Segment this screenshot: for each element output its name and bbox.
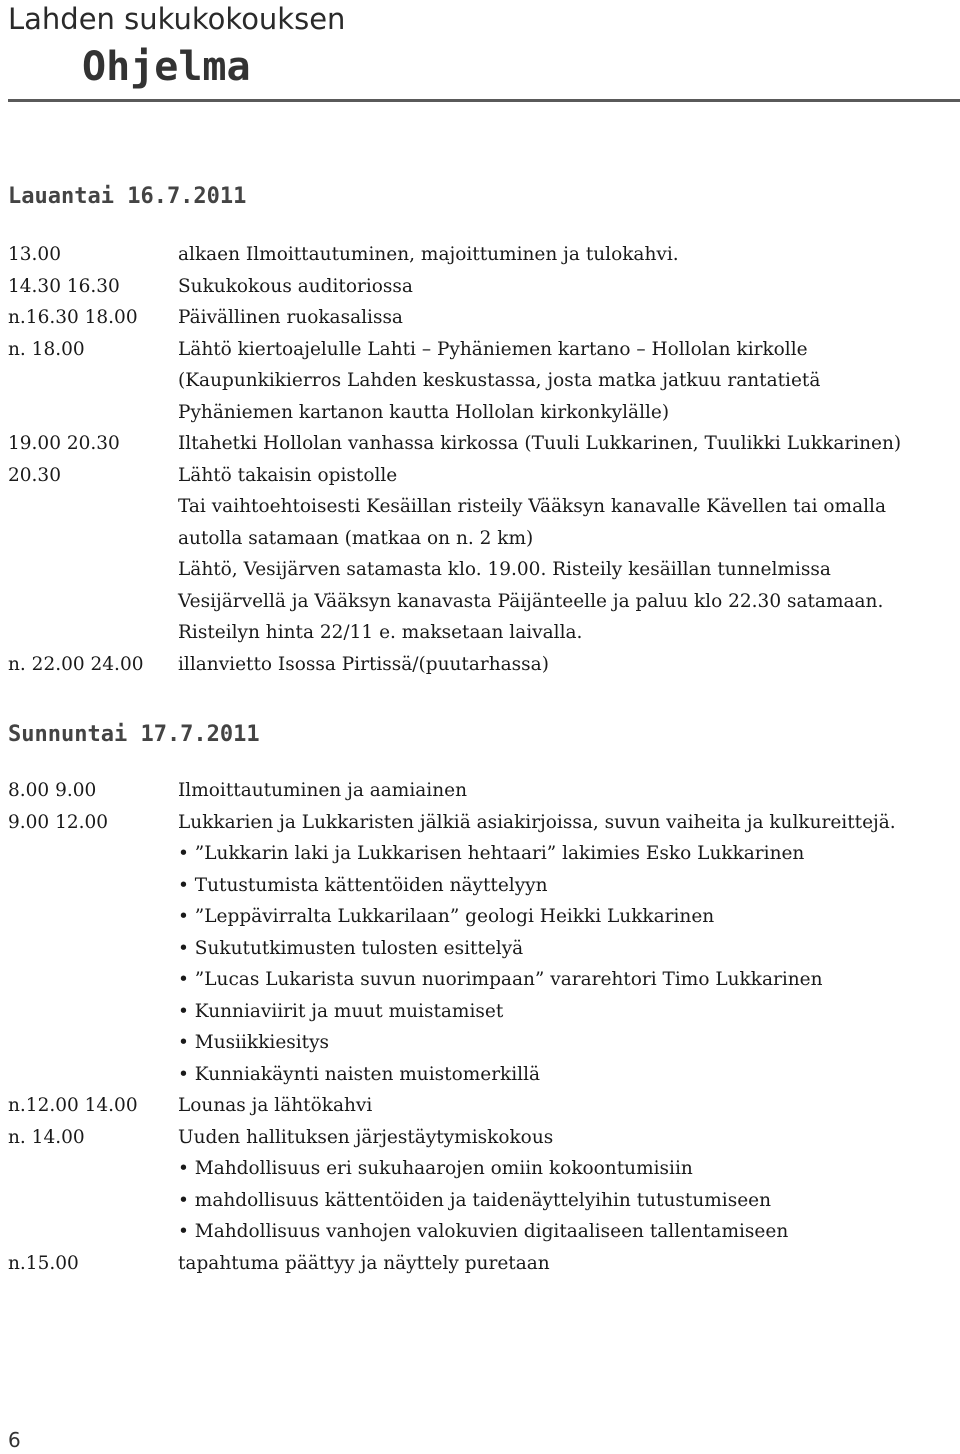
bullet-item: • Musiikkiesitys bbox=[178, 1032, 330, 1053]
day-heading-sunday: Sunnuntai 17.7.2011 bbox=[8, 722, 260, 747]
description-line: Lähtö, Vesijärven satamasta klo. 19.00. Risteily kesäillan tunnelmissa bbox=[178, 559, 831, 580]
bullet-item: • ”Lucas Lukarista suvun nuorimpaan” vararehtori Timo Lukkarinen bbox=[178, 969, 823, 990]
schedule-row bbox=[8, 271, 960, 303]
schedule-description bbox=[178, 239, 960, 271]
schedule-description bbox=[178, 334, 960, 429]
schedule-description bbox=[178, 271, 960, 303]
schedule-row bbox=[8, 775, 960, 807]
description-line: Lähtö kiertoajelulle Lahti – Pyhäniemen kartano – Hollolan kirkolle bbox=[178, 338, 808, 360]
schedule-time: n. 18.00 bbox=[8, 338, 85, 360]
schedule-time: n.15.00 bbox=[8, 1252, 79, 1274]
bullet-list bbox=[178, 1153, 960, 1248]
description-line: Pyhäniemen kartanon kautta Hollolan kirkonkylälle) bbox=[178, 401, 670, 423]
description-line: alkaen Ilmoittautuminen, majoittuminen ja tulokahvi. bbox=[178, 244, 679, 265]
bullet-item: • Mahdollisuus eri sukuhaarojen omiin kokoontumisiin bbox=[178, 1158, 693, 1179]
description-line: Sukukokous auditoriossa bbox=[178, 275, 413, 297]
schedule-description bbox=[178, 428, 960, 460]
description-line: Uuden hallituksen järjestäytymiskokous bbox=[178, 1126, 554, 1148]
schedule-time: n.12.00 14.00 bbox=[8, 1095, 138, 1116]
description-line: Ilmoittautuminen ja aamiainen bbox=[178, 780, 467, 801]
description-line: autolla satamaan (matkaa on n. 2 km) bbox=[178, 527, 534, 549]
schedule-time: n.16.30 18.00 bbox=[8, 307, 138, 328]
sunday-schedule bbox=[8, 775, 960, 1279]
title-divider bbox=[8, 99, 960, 102]
schedule-time: 9.00 12.00 bbox=[8, 811, 109, 833]
schedule-time: 8.00 9.00 bbox=[8, 780, 97, 801]
schedule-description bbox=[178, 775, 960, 807]
saturday-schedule bbox=[8, 239, 960, 680]
schedule-time: 13.00 bbox=[8, 244, 61, 265]
bullet-item: • ”Lukkarin laki ja Lukkarisen hehtaari” lakimies Esko Lukkarinen bbox=[178, 843, 805, 864]
schedule-row bbox=[8, 460, 960, 649]
description-line: Lounas ja lähtökahvi bbox=[178, 1095, 373, 1116]
bullet-item: • mahdollisuus kättentöiden ja taidenäyttelyihin tutustumiseen bbox=[178, 1189, 772, 1211]
schedule-row bbox=[8, 239, 960, 271]
schedule-time: 19.00 20.30 bbox=[8, 433, 120, 454]
schedule-row bbox=[8, 428, 960, 460]
schedule-row bbox=[8, 649, 960, 681]
document-supertitle: Lahden sukukokouksen bbox=[8, 2, 346, 36]
schedule-description bbox=[178, 649, 960, 681]
bullet-item: • ”Leppävirralta Lukkarilaan” geologi Heikki Lukkarinen bbox=[178, 906, 715, 927]
schedule-row bbox=[8, 1248, 960, 1280]
schedule-time: n. 14.00 bbox=[8, 1126, 85, 1148]
schedule-row bbox=[8, 302, 960, 334]
description-line: Vesijärvellä ja Vääksyn kanavasta Päijänteelle ja paluu klo 22.30 satamaan. bbox=[178, 590, 884, 612]
schedule-description bbox=[178, 1090, 960, 1122]
bullet-item: • Kunniakäynti naisten muistomerkillä bbox=[178, 1063, 541, 1085]
schedule-time: 14.30 16.30 bbox=[8, 275, 120, 297]
schedule-row bbox=[8, 1090, 960, 1122]
schedule-description bbox=[178, 302, 960, 334]
schedule-time: 20.30 bbox=[8, 464, 61, 486]
description-line: Lähtö takaisin opistolle bbox=[178, 464, 398, 486]
schedule-description bbox=[178, 1122, 960, 1248]
schedule-row bbox=[8, 807, 960, 1091]
description-line: Risteilyn hinta 22/11 e. maksetaan laivalla. bbox=[178, 622, 583, 643]
bullet-list bbox=[178, 838, 960, 1090]
day-heading-saturday: Lauantai 16.7.2011 bbox=[8, 184, 247, 209]
bullet-item: • Mahdollisuus vanhojen valokuvien digitaaliseen tallentamiseen bbox=[178, 1221, 789, 1242]
description-line: tapahtuma päättyy ja näyttely puretaan bbox=[178, 1252, 550, 1274]
page-number: 6 bbox=[8, 1428, 21, 1452]
schedule-description bbox=[178, 460, 960, 649]
description-line: Tai vaihtoehtoisesti Kesäillan risteily Vääksyn kanavalle Kävellen tai omalla bbox=[178, 496, 886, 517]
description-line: (Kaupunkikierros Lahden keskustassa, josta matka jatkuu rantatietä bbox=[178, 370, 821, 391]
description-line: Päivällinen ruokasalissa bbox=[178, 307, 403, 328]
schedule-description bbox=[178, 807, 960, 1091]
description-line: Iltahetki Hollolan vanhassa kirkossa (Tuuli Lukkarinen, Tuulikki Lukkarinen) bbox=[178, 433, 902, 454]
schedule-time: n. 22.00 24.00 bbox=[8, 653, 144, 675]
document-title: Ohjelma bbox=[82, 44, 251, 90]
description-line: illanvietto Isossa Pirtissä/(puutarhassa) bbox=[178, 653, 549, 675]
bullet-item: • Kunniaviirit ja muut muistamiset bbox=[178, 1000, 504, 1022]
bullet-item: • Tutustumista kättentöiden näyttelyyn bbox=[178, 874, 548, 896]
schedule-description bbox=[178, 1248, 960, 1280]
schedule-row bbox=[8, 1122, 960, 1248]
description-line: Lukkarien ja Lukkaristen jälkiä asiakirjoissa, suvun vaiheita ja kulkureittejä. bbox=[178, 811, 896, 833]
schedule-row bbox=[8, 334, 960, 429]
bullet-item: • Sukututkimusten tulosten esittelyä bbox=[178, 937, 524, 959]
